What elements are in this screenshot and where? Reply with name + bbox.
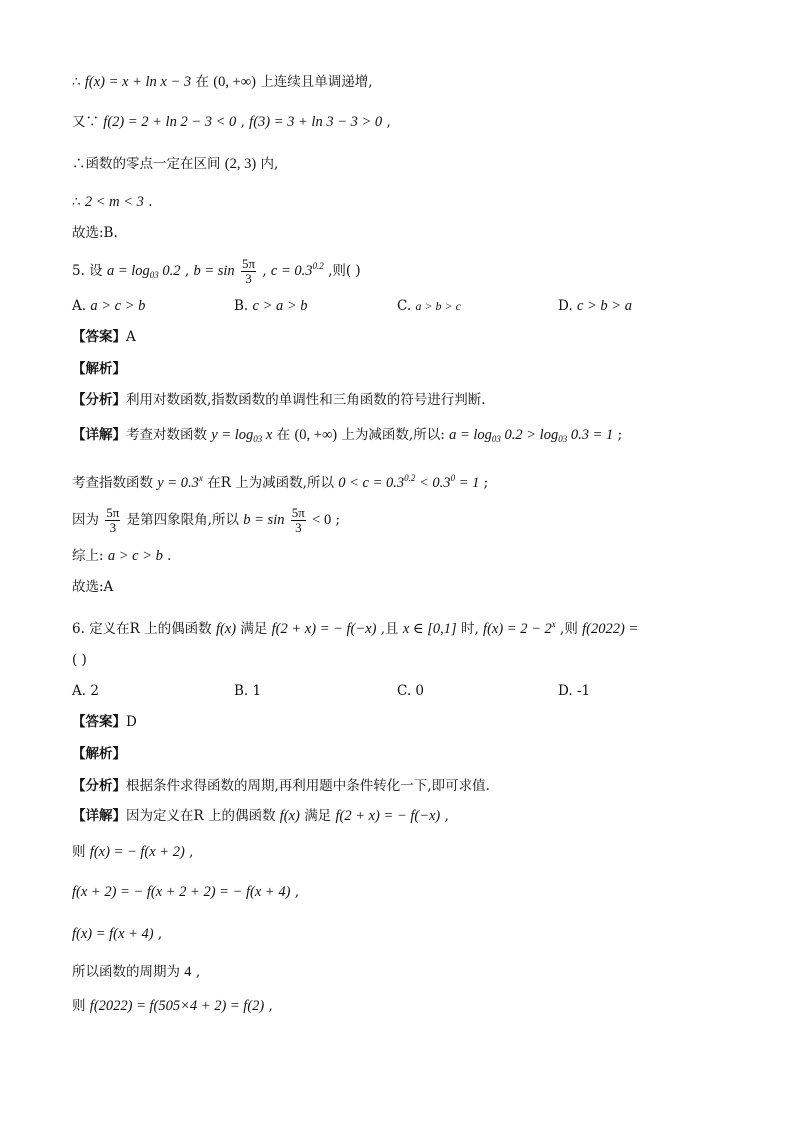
text: 综上: (72, 548, 104, 564)
fraction: $\frac{5\pi}{3}$ (106, 505, 120, 535)
math-expr: $c = 0.3^{0.2}$ (270, 261, 324, 279)
answer-tag: 【答案】 (72, 714, 126, 730)
math-expr: $0 < c = 0.3^{0.2} < 0.3^0 = 1$ (338, 473, 480, 491)
answer-choice-5: 故选:A (72, 579, 114, 595)
text: , (195, 964, 201, 980)
analysis-tag: 【分析】 (72, 392, 126, 408)
text: 根据条件求得函数的周期,再利用题中条件转化一下,即可求值. (126, 778, 490, 794)
math-expr: 2 < m < 3 (84, 194, 144, 210)
text: . (167, 548, 172, 564)
question-5-options (72, 296, 722, 316)
fraction: $\frac{5\pi}{3}$ (291, 505, 305, 535)
math-expr: < 0 (312, 512, 332, 528)
math-expr: $a = \log_{03} 0.2 > \log_{03} 0.3 = 1$ (449, 427, 614, 444)
analysis-heading-6: 【解析】 (72, 746, 126, 762)
detail-tag: 【详解】 (72, 808, 126, 824)
text: 上为减函数,所以: (341, 427, 445, 443)
text: 则 (72, 998, 86, 1014)
answer-choice-line: 故选:B. (72, 225, 118, 241)
math-expr: 4 (184, 964, 192, 980)
solution-line-values (72, 112, 391, 132)
text: ; (335, 512, 341, 528)
math-expr: (0, +∞) (294, 427, 338, 443)
math-expr: b = sin (193, 263, 235, 279)
math-expr: f(2 + x) = − f(−x) (335, 808, 441, 824)
option-a[interactable]: A. 2 (72, 683, 99, 699)
text: ,则( ) (328, 263, 361, 279)
analysis-6 (72, 776, 490, 796)
detail-5-trig (72, 505, 340, 535)
math-expr: f(x) = x + ln x − 3 (84, 74, 192, 90)
analysis-5 (72, 390, 486, 410)
therefore-symbol: ∴ (72, 74, 81, 90)
text: 在 (195, 74, 209, 90)
summary-5 (72, 546, 171, 566)
text: 因为定义在R 上的偶函数 (126, 808, 276, 824)
math-expr: f(x) = − f(x + 2) (89, 844, 185, 860)
text: ; (617, 427, 623, 443)
text: 在 (276, 427, 291, 443)
step-2 (72, 882, 299, 902)
math-expr: $y = \log_{03} x$ (211, 427, 273, 444)
solution-line-range (72, 192, 153, 212)
text: , (268, 998, 273, 1014)
text: . (148, 194, 153, 210)
text: 内, (260, 156, 279, 172)
text: , (262, 263, 267, 279)
answer-tag: 【答案】 (72, 329, 126, 345)
analysis-heading-5: 【解析】 (72, 361, 126, 377)
option-d[interactable]: D. c > b > a (558, 298, 632, 314)
question-5 (72, 256, 361, 286)
text: ∴ (72, 194, 81, 210)
math-expr: a > c > b (107, 548, 163, 564)
analysis-tag: 【分析】 (72, 778, 126, 794)
text: 又∵ (72, 114, 99, 130)
text: , (240, 114, 245, 130)
text: ,则 (560, 621, 578, 637)
text: 上连续且单调递增, (260, 74, 373, 90)
text: 时, (460, 621, 479, 637)
text: , (444, 808, 449, 824)
math-expr: f(3) = 3 + ln 3 − 3 > 0 (249, 114, 383, 130)
text: , (386, 114, 391, 130)
answer-5 (72, 327, 136, 347)
text: ; (483, 475, 489, 491)
text: ,且 (380, 621, 399, 637)
step-4 (72, 962, 200, 982)
math-expr: x ∈ [0,1] (402, 621, 457, 637)
answer-value: A (126, 329, 136, 345)
step-1 (72, 842, 193, 862)
answer-value: D (126, 714, 137, 730)
math-expr: $y = 0.3^x$ (157, 473, 203, 491)
option-c[interactable]: C. a > b > c (397, 298, 461, 314)
question-6-options (72, 681, 722, 701)
text: 则 (72, 844, 86, 860)
question-number: 6. 定义在R 上的偶函数 (72, 621, 212, 637)
text: 满足 (240, 621, 268, 637)
option-c[interactable]: C. 0 (397, 683, 425, 699)
math-expr: $a = \log_{03} 0.2$ (106, 263, 181, 280)
option-a[interactable]: A. a > c > b (72, 298, 146, 314)
option-d[interactable]: D. -1 (558, 683, 591, 699)
math-expr: f(2022) = (582, 621, 639, 637)
question-6 (72, 614, 638, 639)
math-expr: f(2022) = f(505×4 + 2) = f(2) (89, 998, 265, 1014)
detail-5-exp (72, 468, 488, 493)
math-expr: $f(x) = 2 - 2^x$ (483, 619, 556, 637)
detail-6 (72, 806, 449, 826)
solution-line-zero (72, 154, 278, 174)
question-number: 5. 设 (72, 263, 103, 279)
text: 因为 (72, 512, 99, 528)
text: , (184, 263, 190, 279)
math-expr: f(x) = f(x + 4) (72, 926, 154, 942)
option-b[interactable]: B. c > a > b (234, 298, 308, 314)
math-expr: (0, +∞) (213, 74, 256, 90)
step-3 (72, 924, 162, 944)
text: 是第四象限角,所以 (126, 512, 239, 528)
text: , (189, 844, 194, 860)
text: , (157, 926, 163, 942)
detail-tag: 【详解】 (72, 427, 126, 443)
text: 考查指数函数 (72, 475, 153, 491)
math-expr: f(2) = 2 + ln 2 − 3 < 0 (103, 114, 237, 130)
solution-line-monotonic (72, 72, 373, 92)
text: 在R 上为减函数,所以 (207, 475, 334, 491)
text: , (294, 884, 299, 900)
question-6-paren: ( ) (72, 652, 87, 668)
math-expr: (2, 3) (224, 156, 257, 172)
text: 考查对数函数 (126, 427, 207, 443)
text: 所以函数的周期为 (72, 964, 180, 980)
math-expr: f(x) (279, 808, 300, 824)
option-b[interactable]: B. 1 (234, 683, 262, 699)
math-expr: f(2 + x) = − f(−x) (271, 621, 377, 637)
answer-6 (72, 712, 137, 732)
math-expr: f(x) (215, 621, 237, 637)
math-expr: b = sin (243, 512, 285, 528)
text: ∴函数的零点一定在区间 (72, 156, 221, 172)
math-expr: f(x + 2) = − f(x + 2 + 2) = − f(x + 4) (72, 884, 291, 900)
text: 满足 (304, 808, 332, 824)
detail-5-log (72, 425, 622, 449)
text: 利用对数函数,指数函数的单调性和三角函数的符号进行判断. (126, 392, 486, 408)
fraction: $\frac{5\pi}{3}$ (241, 256, 256, 286)
step-5 (72, 996, 273, 1016)
